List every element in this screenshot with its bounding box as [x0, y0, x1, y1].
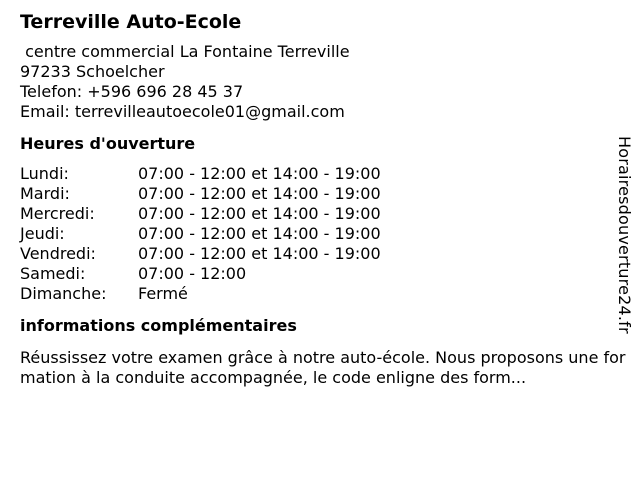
site-watermark: Horairesdouverture24.fr [615, 136, 634, 334]
hours-day-label: Vendredi: [20, 244, 96, 263]
hours-row-saturday [20, 264, 620, 284]
hours-day-label: Mercredi: [20, 204, 95, 223]
hours-row-friday [20, 244, 620, 264]
hours-row-sunday [20, 284, 620, 304]
additional-info-heading: informations complémentaires [20, 316, 297, 335]
phone-number: Telefon: +596 696 28 45 37 [20, 82, 244, 101]
hours-row-thursday [20, 224, 620, 244]
hours-row-monday [20, 164, 620, 184]
hours-time-value: Fermé [138, 284, 188, 303]
hours-day-label: Samedi: [20, 264, 86, 283]
opening-hours-table [20, 164, 620, 304]
hours-time-value: 07:00 - 12:00 [138, 264, 247, 283]
hours-day-label: Jeudi: [20, 224, 65, 243]
hours-row-tuesday [20, 184, 620, 204]
hours-day-label: Mardi: [20, 184, 70, 203]
opening-hours-heading: Heures d'ouverture [20, 134, 196, 153]
address-city: 97233 Schoelcher [20, 62, 165, 81]
email-address: Email: terrevilleautoecole01@gmail.com [20, 102, 345, 121]
hours-day-label: Lundi: [20, 164, 69, 183]
hours-row-wednesday [20, 204, 620, 224]
hours-time-value: 07:00 - 12:00 et 14:00 - 19:00 [138, 184, 381, 203]
hours-time-value: 07:00 - 12:00 et 14:00 - 19:00 [138, 164, 381, 183]
hours-day-label: Dimanche: [20, 284, 107, 303]
hours-time-value: 07:00 - 12:00 et 14:00 - 19:00 [138, 244, 381, 263]
address-street: centre commercial La Fontaine Terreville [20, 42, 350, 61]
hours-time-value: 07:00 - 12:00 et 14:00 - 19:00 [138, 204, 381, 223]
business-description: Réussissez votre examen grâce à notre auto-école. Nous proposons une formation à la conduite accompagnée, le code enligne des form... [20, 348, 626, 387]
hours-time-value: 07:00 - 12:00 et 14:00 - 19:00 [138, 224, 381, 243]
business-name: Terreville Auto-Ecole [20, 11, 242, 33]
